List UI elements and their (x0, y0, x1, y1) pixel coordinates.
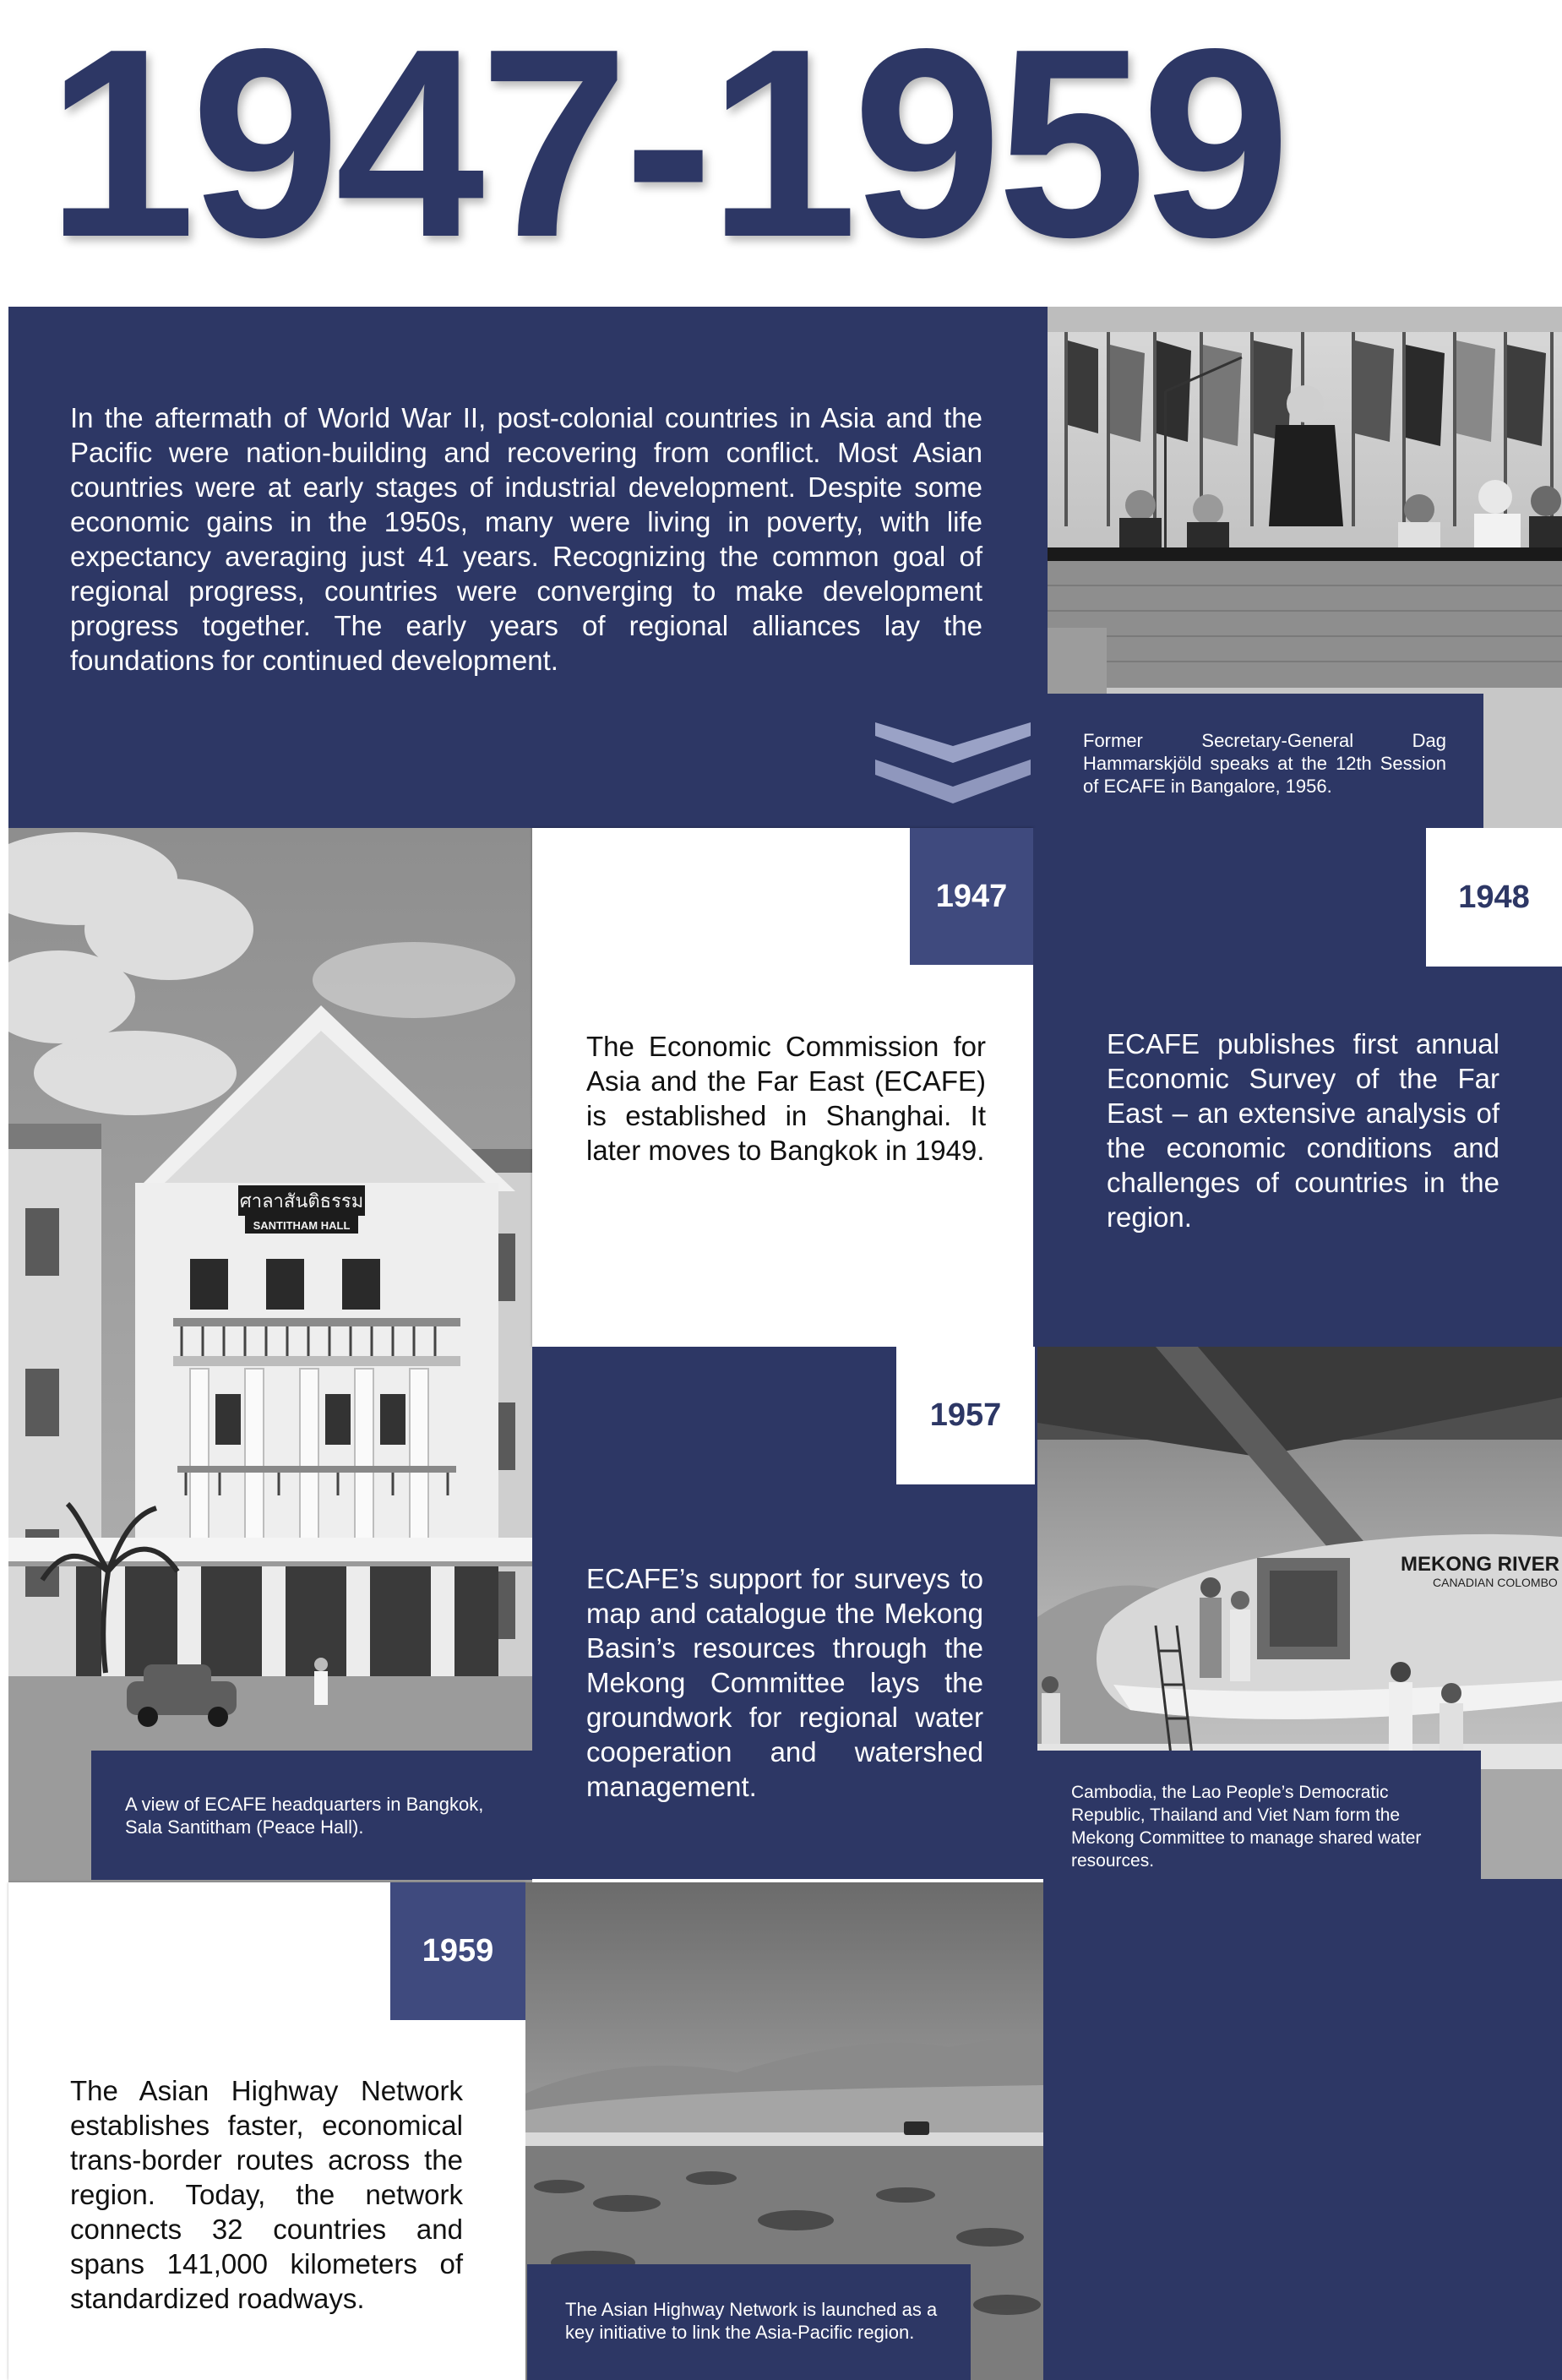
sign-english-text: SANTITHAM HALL (253, 1219, 351, 1232)
year-label-1959: 1959 (390, 1882, 525, 2020)
sign-thai-text: ศาลาสันติธรรม (239, 1191, 364, 1212)
double-chevron-down-icon[interactable] (875, 722, 1031, 803)
page-title: 1947-1959 (46, 0, 1286, 293)
year-label-1947: 1947 (910, 828, 1033, 965)
plane-text-canadian-colombo: CANADIAN COLOMBO (1433, 1576, 1558, 1589)
highway-caption: The Asian Highway Network is launched as a key initiative to link the Asia-Pacific region. (527, 2264, 971, 2380)
plane-text-mekong-river: MEKONG RIVER (1401, 1553, 1560, 1576)
year-label-1957: 1957 (896, 1347, 1035, 1484)
event-text-1957: ECAFE’s support for surveys to map and catalogue the Mekong Basin’s resources through the Mekong Committee lays the groundwork for regional water cooperation and watershed management. (586, 1563, 983, 1802)
year-label-1948: 1948 (1426, 828, 1562, 967)
event-text-1947: The Economic Commission for Asia and the Far East (ECAFE) is established in Shanghai. It later moves to Bangkok in 1949. (586, 1031, 986, 1166)
santitham-hall-photo (8, 828, 532, 1882)
intro-text: In the aftermath of World War II, post-colonial countries in Asia and the Pacific were nation-building and recovering from conflict. Most Asian countries were at early stages of industrial development. Despite some economic gains in the 1950s, many were living in poverty, with life expectancy averaging just 41 years. Recognizing the common goal of regional progress, countries were converging to make development progress together. The early years of regional alliances lay the foundations for continued development. (70, 402, 982, 676)
event-text-1948: ECAFE publishes first annual Economic Survey of the Far East – an extensive analysis of the economic conditions and challenges of countries in the region. (1107, 1028, 1499, 1233)
santitham-hall-caption: A view of ECAFE headquarters in Bangkok, Sala Santitham (Peace Hall). (91, 1751, 532, 1880)
event-text-1959: The Asian Highway Network establishes faster, economical trans-border routes across the region. Today, the network connects 32 countries and spans 141,000 kilometers of standardized roadways. (70, 2075, 463, 2314)
hammarskjold-caption: Former Secretary-General Dag Hammarskjöld speaks at the 12th Session of ECAFE in Bangalore, 1956. (1048, 694, 1483, 828)
mekong-caption: Cambodia, the Lao People’s Democratic Republic, Thailand and Viet Nam form the Mekong Committee to manage shared water resources. (1037, 1751, 1481, 1879)
decorative-navy-block (1043, 1879, 1562, 2380)
